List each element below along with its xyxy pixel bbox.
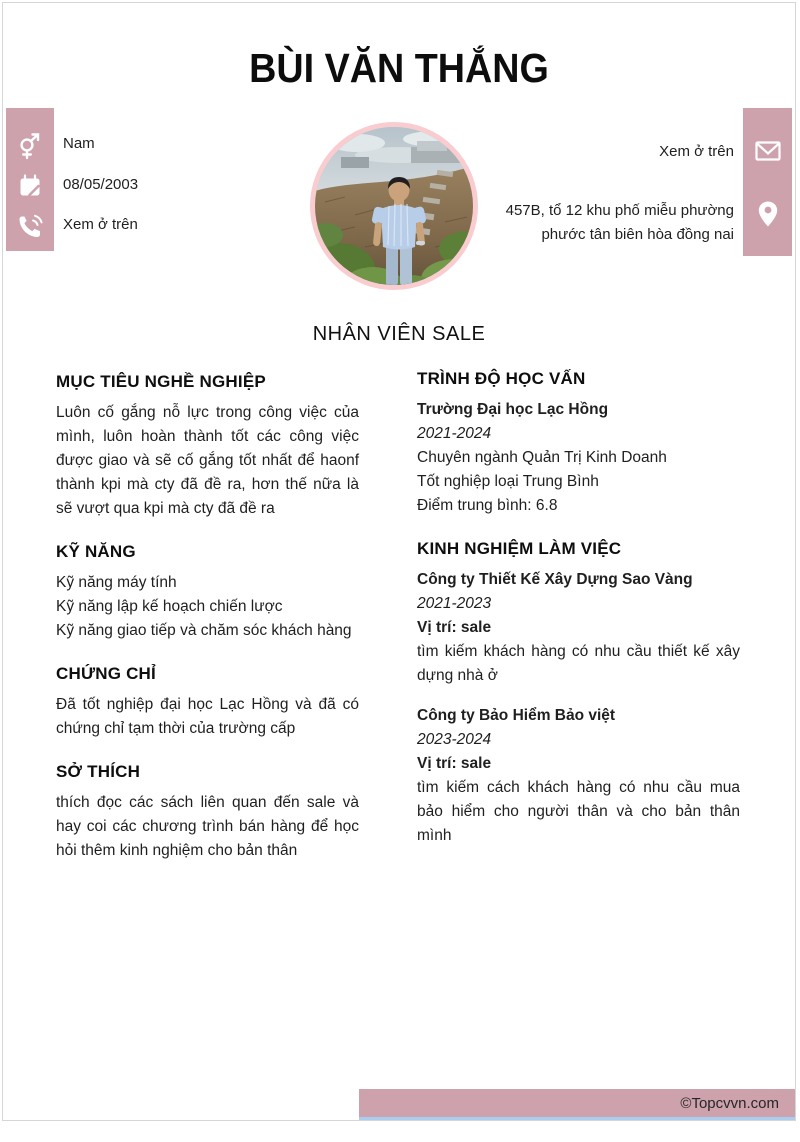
contact-address: 457B, tổ 12 khu phố miễu phường phước tân biên hòa đồng nai — [505, 202, 734, 243]
education-detail: Chuyên ngành Quản Trị Kinh Doanh — [417, 449, 667, 466]
profile-photo — [310, 122, 478, 290]
contact-right-bar — [743, 108, 792, 256]
mail-icon — [754, 140, 781, 162]
job-years: 2023-2024 — [417, 731, 492, 748]
job-position: Vị trí: sale — [417, 619, 492, 636]
section-heading-education: TRÌNH ĐỘ HỌC VẤN — [417, 369, 586, 388]
skill-item: Kỹ năng máy tính — [56, 574, 177, 591]
skill-item: Kỹ năng lập kế hoạch chiến lược — [56, 598, 283, 615]
left-column — [56, 371, 359, 863]
education-school: Trường Đại học Lạc Hồng — [417, 401, 609, 418]
section-objective — [56, 371, 359, 521]
section-certificates — [56, 663, 359, 741]
job-description: tìm kiếm cách khách hàng có nhu cầu mua bảo hiểm cho người thân và cho bản thân mình — [417, 779, 740, 844]
section-heading-experience: KINH NGHIỆM LÀM VIỆC — [417, 539, 622, 558]
objective-text: Luôn cố gắng nỗ lực trong công việc của mình, luôn hoàn thành tốt các công việc được giao và sẽ cố gắng tốt nhất để haonf thành kpi mà cty đã đề ra, hơn thế nữa là sẽ vượt qua kpi mà cty đã đề ra — [56, 404, 359, 517]
education-years: 2021-2024 — [417, 425, 492, 442]
phone-icon — [17, 214, 44, 240]
footer-credit: ©Topcvvn.com — [680, 1094, 779, 1112]
hobbies-text: thích đọc các sách liên quan đến sale và hay coi các chương trình bán hàng để học hỏi thêm kinh nghiệm cho bản thân — [56, 794, 359, 859]
job-description: tìm kiếm khách hàng có nhu cầu thiết kế xây dựng nhà ở — [417, 643, 740, 684]
cv-page — [2, 2, 796, 1121]
section-skills — [56, 541, 359, 643]
section-heading-skills: KỸ NĂNG — [56, 542, 136, 561]
job-position: Vị trí: sale — [417, 755, 492, 772]
section-heading-hobbies: SỞ THÍCH — [56, 762, 141, 781]
section-hobbies — [56, 761, 359, 863]
contact-gender: Nam — [63, 135, 95, 152]
contact-left-bar — [6, 108, 54, 251]
job-company: Công ty Thiết Kế Xây Dựng Sao Vàng — [417, 571, 693, 588]
right-column — [417, 368, 740, 848]
skill-item: Kỹ năng giao tiếp và chăm sóc khách hàng — [56, 622, 352, 639]
section-heading-objective: MỤC TIÊU NGHỀ NGHIỆP — [56, 372, 266, 391]
candidate-name: BÙI VĂN THẮNG — [249, 45, 549, 91]
experience-job — [417, 704, 740, 848]
education-detail: Tốt nghiệp loại Trung Bình — [417, 473, 599, 490]
section-education — [417, 368, 740, 518]
gender-icon — [17, 132, 43, 160]
education-detail: Điểm trung bình: 6.8 — [417, 497, 558, 514]
section-experience — [417, 538, 740, 848]
section-heading-certificates: CHỨNG CHỈ — [56, 664, 156, 683]
job-years: 2021-2023 — [417, 595, 492, 612]
footer-bar — [359, 1089, 795, 1120]
job-title: NHÂN VIÊN SALE — [312, 323, 486, 345]
location-icon — [756, 200, 780, 228]
calendar-icon — [18, 174, 43, 199]
contact-email: Xem ở trên — [659, 143, 734, 160]
job-company: Công ty Bảo Hiểm Bảo việt — [417, 707, 616, 724]
contact-birthdate: 08/05/2003 — [63, 176, 139, 193]
experience-job — [417, 568, 740, 688]
certificates-text: Đã tốt nghiệp đại học Lạc Hồng và đã có chứng chỉ tạm thời của trường cấp — [56, 696, 359, 737]
contact-phone: Xem ở trên — [63, 216, 138, 233]
